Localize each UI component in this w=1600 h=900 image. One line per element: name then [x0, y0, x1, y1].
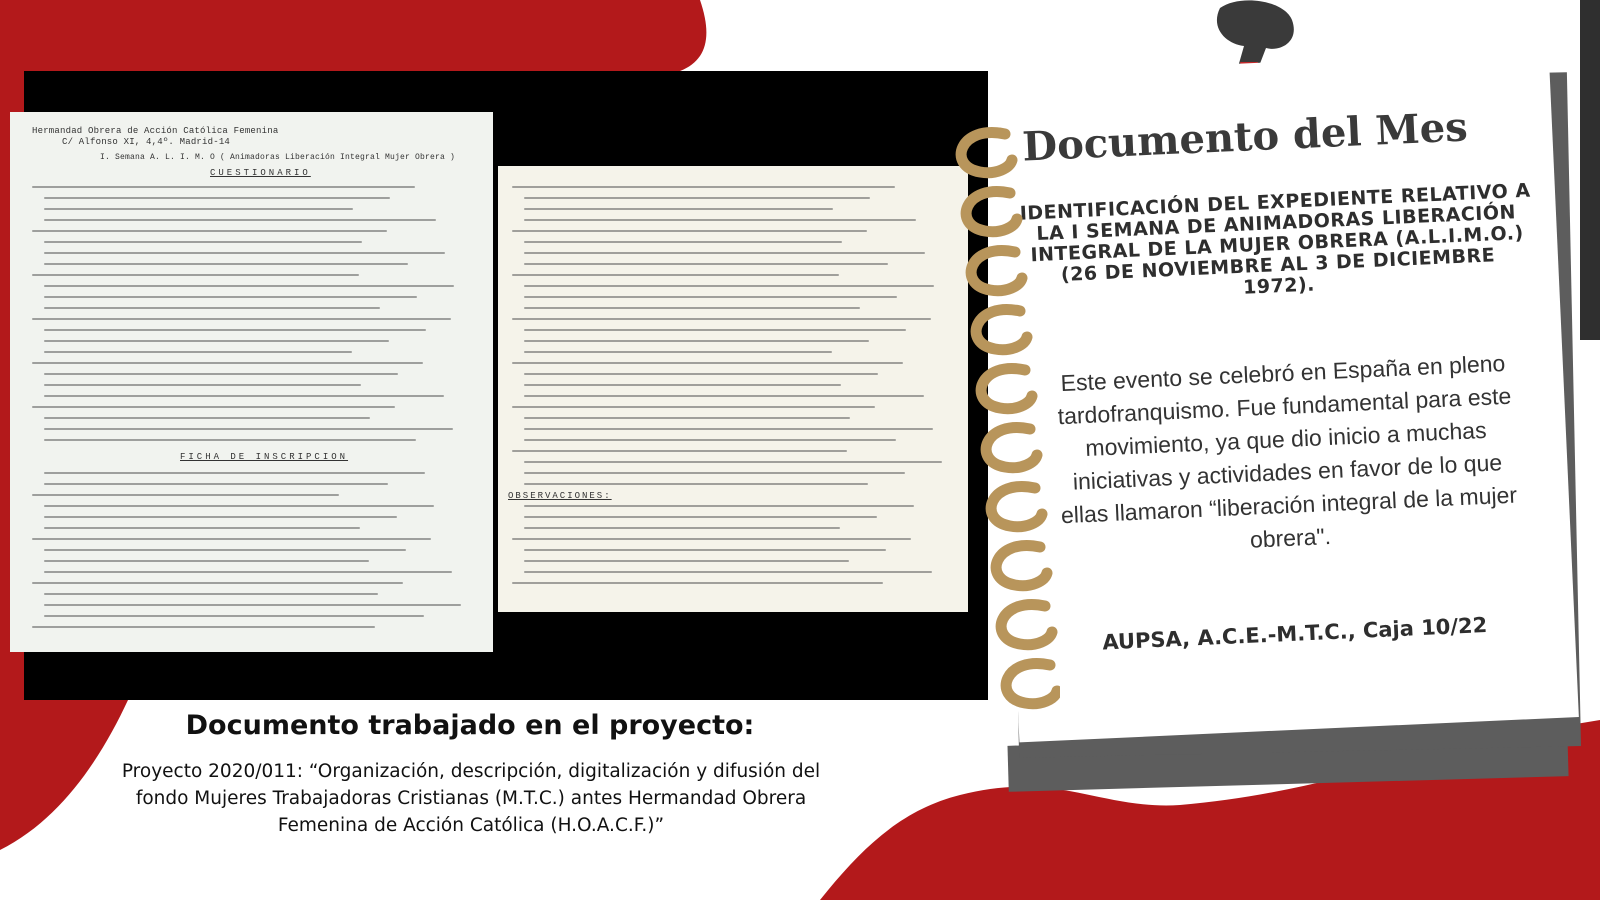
typed-line — [512, 450, 847, 452]
typed-line — [524, 208, 833, 210]
typed-line — [524, 241, 842, 243]
card-title: Documento del Mes — [1021, 103, 1469, 171]
typed-line — [44, 307, 380, 309]
typed-line — [32, 538, 431, 540]
typed-line — [44, 208, 353, 210]
typed-line — [524, 439, 896, 441]
typed-line — [44, 263, 408, 265]
typed-line — [524, 384, 841, 386]
typed-line — [44, 560, 369, 562]
typed-line — [524, 417, 850, 419]
card-archive-reference: AUPSA, A.C.E.-M.T.C., Caja 10/22 — [1101, 613, 1488, 655]
typed-line — [44, 384, 361, 386]
typed-line — [44, 373, 398, 375]
doc-left-address: C/ Alfonso XI, 4,4º. Madrid-14 — [62, 137, 231, 147]
scanned-document-questionnaire — [10, 112, 493, 652]
typed-line — [524, 219, 916, 221]
typed-line — [512, 186, 895, 188]
typed-line — [524, 252, 925, 254]
typed-line — [32, 626, 375, 628]
typed-line — [44, 593, 378, 595]
typed-line — [524, 296, 897, 298]
typed-line — [44, 516, 397, 518]
typed-line — [44, 395, 444, 397]
typed-line — [524, 307, 860, 309]
typed-line — [524, 263, 888, 265]
typed-line — [32, 186, 415, 188]
spiral-ring — [1001, 604, 1052, 644]
typed-line — [44, 197, 390, 199]
typed-line — [44, 505, 434, 507]
typed-line — [524, 197, 870, 199]
typed-line — [524, 395, 924, 397]
typed-line — [524, 461, 942, 463]
typed-line — [44, 285, 454, 287]
spiral-ring — [976, 309, 1027, 349]
typed-line — [524, 516, 877, 518]
spiral-ring — [986, 427, 1037, 467]
typed-line — [44, 219, 436, 221]
doc-left-questionnaire-heading: CUESTIONARIO — [210, 168, 311, 178]
typed-line — [524, 549, 886, 551]
caption-project-text: Proyecto 2020/011: “Organización, descripción, digitalización y difusión del fondo Mujeres Trabajadoras Cristianas (M.T.C.) antes Hermandad Obrera Femenina de Acción Católica (H.O.A.C.F.)” — [121, 761, 821, 836]
typed-line — [524, 472, 905, 474]
typed-line — [32, 494, 339, 496]
spiral-ring — [966, 191, 1017, 231]
typed-line — [44, 296, 417, 298]
typed-line — [524, 527, 840, 529]
spiral-binding — [940, 110, 1060, 710]
typed-line — [44, 351, 352, 353]
doc-left-form-heading: FICHA DE INSCRIPCION — [180, 452, 349, 462]
spiral-ring — [991, 486, 1042, 526]
typed-line — [44, 571, 452, 573]
spiral-ring — [971, 250, 1022, 290]
typed-line — [524, 285, 934, 287]
typed-line — [524, 351, 832, 353]
typed-line — [524, 340, 869, 342]
doc-left-org: Hermandad Obrera de Acción Católica Femenina — [32, 126, 279, 136]
spiral-ring — [961, 132, 1012, 172]
red-shape-gray-edge — [1580, 0, 1600, 340]
typed-line — [44, 549, 406, 551]
typed-line — [32, 230, 387, 232]
typed-line — [44, 483, 388, 485]
typed-line — [512, 318, 931, 320]
typed-line — [44, 527, 360, 529]
red-shape-top-left — [0, 0, 706, 71]
typed-line — [524, 571, 932, 573]
typed-line — [524, 428, 933, 430]
typed-line — [512, 406, 875, 408]
typed-line — [524, 483, 868, 485]
typed-line — [524, 373, 878, 375]
typed-line — [32, 582, 403, 584]
typed-line — [32, 362, 423, 364]
spiral-ring — [1006, 663, 1057, 703]
typed-line — [512, 274, 839, 276]
typed-line — [524, 505, 914, 507]
typed-line — [32, 406, 395, 408]
document-of-month-card — [989, 50, 1579, 743]
typed-line — [524, 560, 849, 562]
typed-line — [512, 230, 867, 232]
typed-line — [44, 604, 461, 606]
scanned-document-questions-continued — [498, 166, 968, 612]
typed-line — [44, 615, 424, 617]
typed-line — [44, 241, 362, 243]
spiral-ring — [996, 545, 1047, 585]
typed-line — [512, 538, 911, 540]
typed-line — [44, 428, 453, 430]
typed-line — [44, 417, 370, 419]
doc-right-observations-heading: OBSERVACIONES: — [508, 491, 612, 501]
typed-line — [44, 439, 416, 441]
typed-line — [524, 329, 906, 331]
typed-line — [44, 340, 389, 342]
typed-line — [512, 362, 903, 364]
typed-line — [44, 252, 445, 254]
typed-line — [44, 329, 426, 331]
typed-line — [512, 582, 883, 584]
typed-line — [44, 472, 425, 474]
typed-line — [32, 318, 451, 320]
spiral-ring — [981, 368, 1032, 408]
card-identification: IDENTIFICACIÓN DEL EXPEDIENTE RELATIVO A LA I SEMANA DE ANIMADORAS LIBERACIÓN INTEGRAL DE LA MUJER OBRERA (A.L.I.M.O.) (26 DE NOVIEMBRE AL 3 DE DICIEMBRE 1972). — [1019, 179, 1532, 299]
card-description: Este evento se celebró en España en pleno tardofranquismo. Fue fundamental para este movimiento, ya que dio inicio a muchas iniciativas y actividades en favor de lo que ellas llamaron “liberación integral de la mujer obrera". — [1057, 349, 1518, 553]
caption-title: Documento trabajado en el proyecto: — [185, 710, 755, 741]
doc-left-event: I. Semana A. L. I. M. O ( Animadoras Liberación Integral Mujer Obrera ) — [100, 153, 456, 162]
typed-line — [32, 274, 359, 276]
